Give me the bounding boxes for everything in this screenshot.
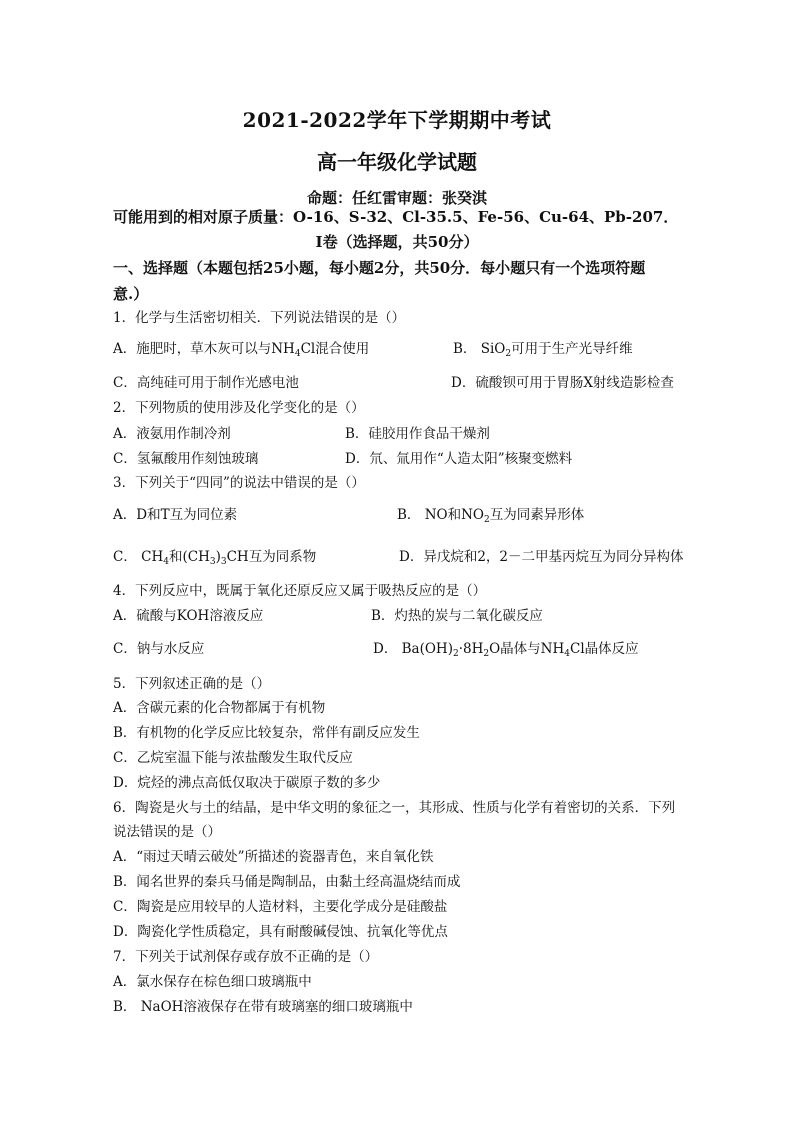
q3-option-a: A．D和T互为同位素 bbox=[113, 507, 238, 523]
q6-stem-line1: 6．陶瓷是火与土的结晶，是中华文明的象征之一，其形成、性质与化学有着密切的关系．下列 bbox=[113, 800, 676, 816]
q2-option-c: C．氢氟酸用作刻蚀玻璃 bbox=[113, 451, 259, 467]
q5-stem: 5．下列叙述正确的是（） bbox=[113, 676, 271, 692]
atomic-masses: 可能用到的相对原子质量：O-16、S-32、Cl-35.5、Fe-56、Cu-64、Pb-207． bbox=[113, 208, 679, 226]
part1-heading-line2: 意.） bbox=[113, 285, 149, 303]
q7-stem: 7．下列关于试剂保存或存放不正确的是（） bbox=[113, 949, 379, 965]
q5-option-a: A．含碳元素的化合物都属于有机物 bbox=[113, 700, 326, 716]
exam-subtitle: 高一年级化学试题 bbox=[317, 150, 477, 174]
q4-option-b: B．灼热的炭与二氧化碳反应 bbox=[371, 608, 543, 624]
q6-option-c: C．陶瓷是应用较早的人造材料，主要化学成分是硅酸盐 bbox=[113, 899, 448, 915]
q3-option-b: B． NO和$NO_2$互为同素异形体 bbox=[397, 507, 585, 525]
q2-stem: 2．下列物质的使用涉及化学变化的是（） bbox=[113, 400, 365, 416]
part1-heading-line1: 一、选择题（本题包括25小题，每小题2分，共50分．每小题只有一个选项符题 bbox=[113, 259, 646, 277]
q6-option-a: A．“雨过天晴云破处”所描述的瓷器青色，来自氧化铁 bbox=[113, 849, 434, 865]
q6-stem-line2: 说法错误的是（） bbox=[113, 824, 221, 840]
q3-option-c: C． $CH_4$和$(CH_3)_3CH$互为同系物 bbox=[113, 549, 317, 567]
q6-option-d: D．陶瓷化学性质稳定，具有耐酸碱侵蚀、抗氧化等优点 bbox=[113, 924, 448, 940]
q5-option-d: D．烷烃的沸点高低仅取决于碳原子数的多少 bbox=[113, 775, 381, 791]
q5-option-b: B．有机物的化学反应比较复杂，常伴有副反应发生 bbox=[113, 725, 420, 741]
q1-option-b: B． SiO$_2$可用于生产光导纤维 bbox=[453, 341, 633, 359]
q7-option-a: A．氯水保存在棕色细口玻璃瓶中 bbox=[113, 974, 312, 990]
q1-option-c: C．高纯硅可用于制作光感电池 bbox=[113, 375, 299, 391]
q7-option-b: B． NaOH溶液保存在带有玻璃塞的细口玻璃瓶中 bbox=[113, 999, 413, 1015]
q2-option-d: D．氘、氚用作“人造太阳”核聚变燃料 bbox=[345, 451, 573, 467]
q2-option-b: B．硅胶用作食品干燥剂 bbox=[345, 426, 490, 442]
exam-authors: 命题：任红雷审题：张癸淇 bbox=[306, 189, 487, 207]
q6-option-b: B．闻名世界的秦兵马俑是陶制品，由黏土经高温烧结而成 bbox=[113, 874, 461, 890]
q3-stem: 3．下列关于“四同”的说法中错误的是（） bbox=[113, 475, 365, 491]
q4-option-a: A．硫酸与KOH溶液反应 bbox=[113, 608, 264, 624]
q3-option-d: D．异戊烷和2，2－二甲基丙烷互为同分异构体 bbox=[399, 549, 684, 565]
q4-option-d: D． $Ba(OH)_2\cdot 8H_2O$晶体与$NH_4Cl$晶体反应 bbox=[373, 641, 639, 659]
q4-stem: 4．下列反应中，既属于氧化还原反应又属于吸热反应的是（） bbox=[113, 583, 487, 599]
q4-option-c: C．钠与水反应 bbox=[113, 641, 205, 657]
section-title: Ⅰ卷（选择题，共50分） bbox=[315, 233, 479, 251]
q2-option-a: A．液氨用作制冷剂 bbox=[113, 426, 231, 442]
q1-stem: 1．化学与生活密切相关．下列说法错误的是（） bbox=[113, 310, 406, 326]
q1-option-d: D．硫酸钡可用于胃肠X射线造影检查 bbox=[451, 375, 674, 391]
exam-title: 2021-2022学年下学期期中考试 bbox=[242, 108, 552, 132]
q5-option-c: C．乙烷室温下能与浓盐酸发生取代反应 bbox=[113, 750, 353, 766]
q1-option-a: A．施肥时，草木灰可以与$NH_4Cl$混合使用 bbox=[113, 341, 370, 359]
